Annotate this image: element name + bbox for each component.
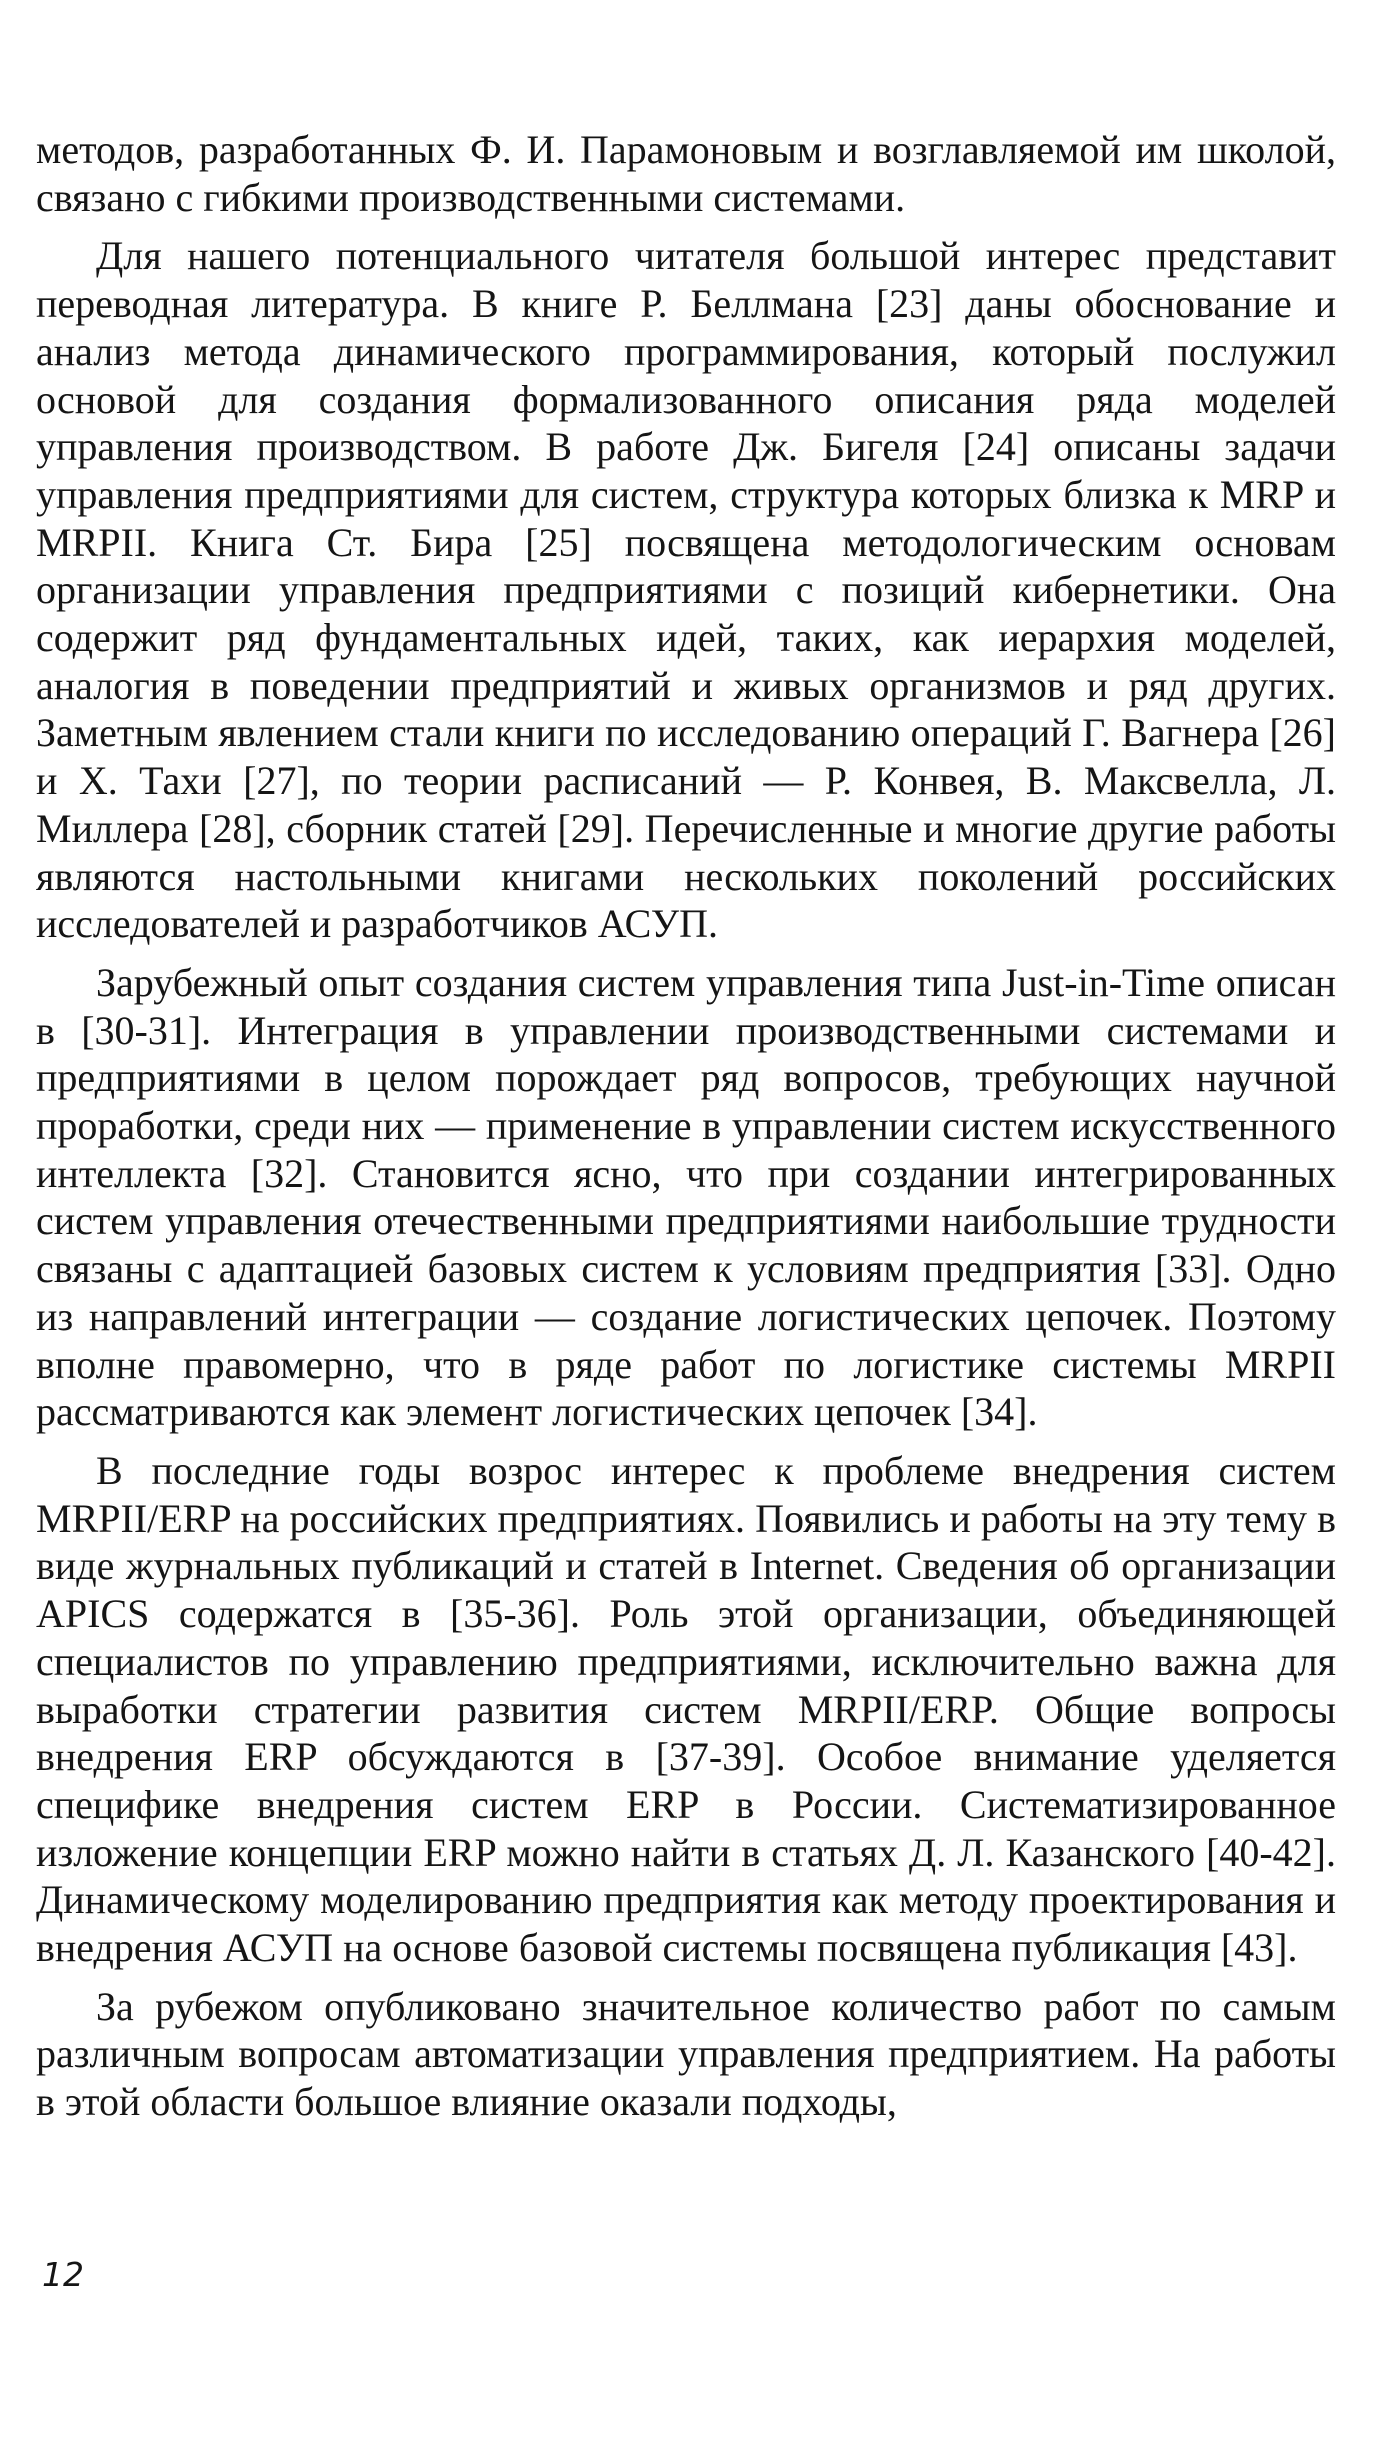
body-text [36,126,1336,2126]
paragraph-translated-literature: Для нашего потенциального читателя большой интерес представит переводная литература. В книге Р. Беллмана [23] даны обоснование и анализ метода динамического программирования, который послужил основой для создания формализованного описания ряда моделей управления производством. В работе Дж. Бигеля [24] описаны задачи управления предприятиями для систем, структура которых близка к MRP и MRPII. Книга Ст. Бира [25] посвящена методологическим основам организации управления предприятиями с позиций кибернетики. Она содержит ряд фундаментальных идей, таких, как иерархия моделей, аналогия в поведении предприятий и живых организмов и ряд других. Заметным явлением стали книги по исследованию операций Г. Вагнера [26] и Х. Тахи [27], по теории расписаний — Р. Конвея, В. Максвелла, Л. Миллера [28], сборник статей [29]. Перечисленные и многие другие работы являются настольными книгами нескольких поколений российских исследователей и разработчиков АСУП. [36,233,1336,947]
paragraph-foreign-publications: За рубежом опубликовано значительное количество работ по самым различным вопросам автоматизации управления предприятием. На работы в этой области большое влияние оказали подходы, [36,1983,1336,2125]
paragraph-foreign-experience: Зарубежный опыт создания систем управления типа Just-in-Time описан в [30-31]. Интеграция в управлении производственными системами и предприятиями в целом порождает ряд вопросов, требующих научной проработки, среди них — применение в управлении систем искусственного интеллекта [32]. Становится ясно, что при создании интегрированных систем управления отечественными предприятиями наибольшие трудности связаны с адаптацией базовых систем к условиям предприятия [33]. Одно из направлений интеграции — создание логистических цепочек. Поэтому вполне правомерно, что в ряде работ по логистике системы MRPII рассматриваются как элемент логистических цепочек [34]. [36,959,1336,1435]
paragraph-continuation: методов, разработанных Ф. И. Парамоновым и возглавляемой им школой, связано с гибкими производственными системами. [36,127,1336,220]
paragraph-mrpii-erp-russia: В последние годы возрос интерес к проблеме внедрения систем MRPII/ERP на российских предприятиях. Появились и работы на эту тему в виде журнальных публикаций и статей в Internet. Сведения об организации APICS содержатся в [35-36]. Роль этой организации, объединяющей специалистов по управлению предприятиями, исключительно важна для выработки стратегии развития систем MRPII/ERP. Общие вопросы внедрения ERP обсуждаются в [37-39]. Особое внимание уделяется специфике внедрения систем ERP в России. Систематизированное изложение концепции ERP можно найти в статьях Д. Л. Казанского [40-42]. Динамическому моделированию предприятия как методу проектирования и внедрения АСУП на основе базовой системы посвящена публикация [43]. [36,1447,1336,1971]
page-number: 12 [42,2255,84,2294]
